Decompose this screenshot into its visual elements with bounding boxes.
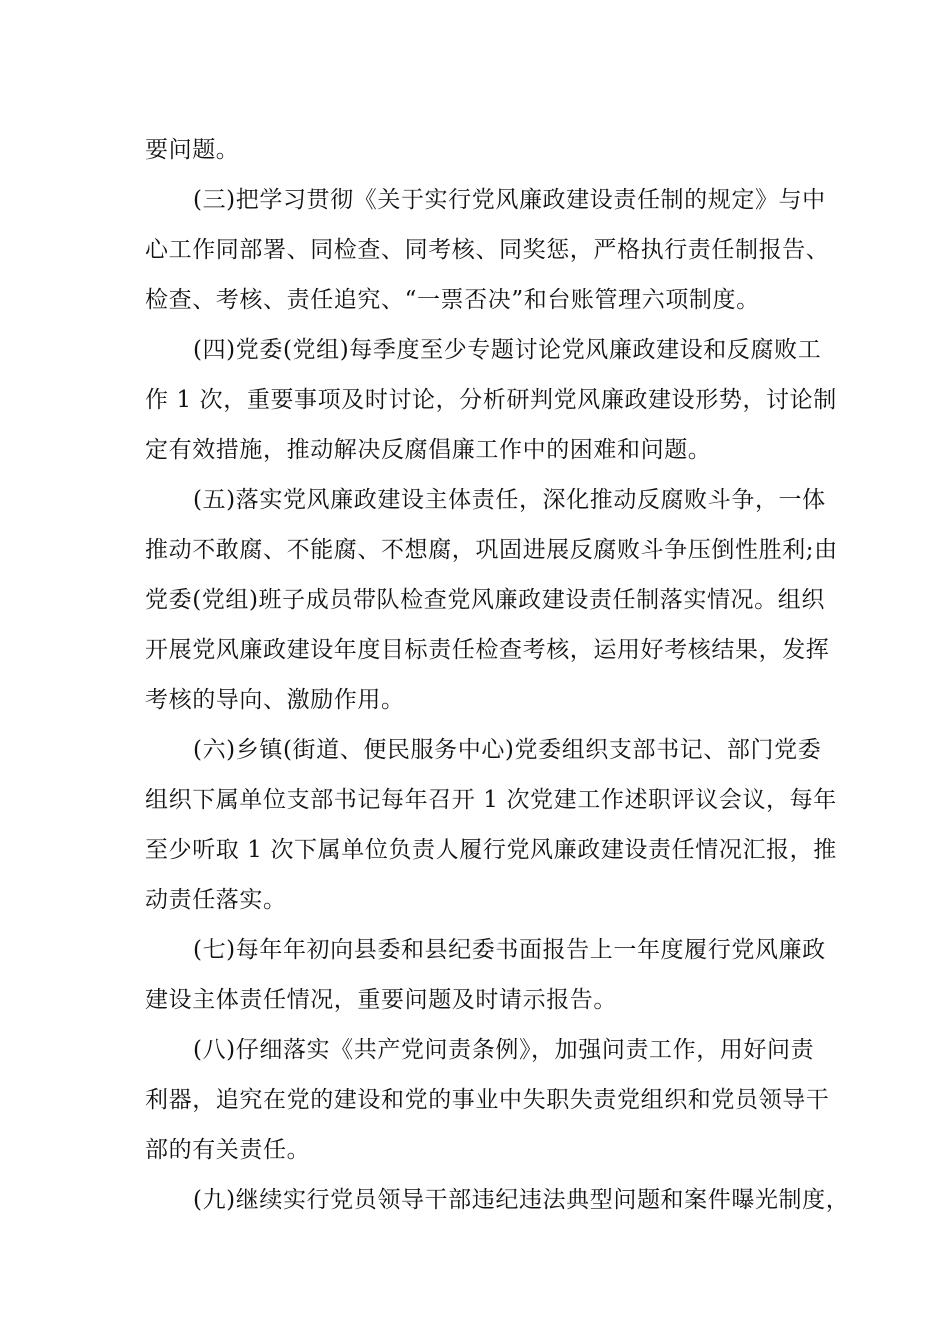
text-line: 动责任落实。	[145, 887, 287, 913]
text-line: 建设主体责任情况，重要问题及时请示报告。	[145, 987, 617, 1013]
text-line: 定有效措施，推动解决反腐倡廉工作中的困难和问题。	[145, 437, 712, 463]
text-line: 推动不敢腐、不能腐、不想腐，巩固进展反腐败斗争压倒性胜利;由	[145, 537, 838, 563]
text-line: (三)把学习贯彻《关于实行党风廉政建设责任制的规定》与中	[193, 187, 826, 213]
text-line: (四)党委(党组)每季度至少专题讨论党风廉政建设和反腐败工	[193, 337, 822, 363]
text-line: (七)每年年初向县委和县纪委书面报告上一年度履行党风廉政	[193, 937, 826, 963]
text-line: 作 1 次，重要事项及时讨论，分析研判党风廉政建设形势，讨论制	[145, 387, 837, 413]
text-line: 利器，追究在党的建设和党的事业中失职失责党组织和党员领导干	[145, 1087, 830, 1113]
text-line: 要问题。	[145, 137, 240, 163]
text-line: 心工作同部署、同检查、同考核、同奖惩，严格执行责任制报告、	[145, 237, 830, 263]
text-line: (五)落实党风廉政建设主体责任，深化推动反腐败斗争，一体	[193, 487, 826, 513]
text-line: 考核的导向、激励作用。	[145, 687, 405, 713]
text-line: 至少听取 1 次下属单位负责人履行党风廉政建设责任情况汇报，推	[145, 837, 837, 863]
text-line: 检查、考核、责任追究、“一票否决”和台账管理六项制度。	[145, 287, 760, 313]
text-line: 组织下属单位支部书记每年召开 1 次党建工作述职评议会议，每年	[145, 787, 837, 813]
text-line: 党委(党组)班子成员带队检查党风廉政建设责任制落实情况。组织	[145, 587, 825, 613]
text-line: (八)仔细落实《共产党问责条例》，加强问责工作，用好问责	[193, 1037, 815, 1063]
text-line: (九)继续实行党员领导干部违纪违法典型问题和案件曝光制度，	[193, 1187, 850, 1213]
text-line: 开展党风廉政建设年度目标责任检查考核，运用好考核结果，发挥	[145, 637, 830, 663]
text-line: (六)乡镇(街道、便民服务中心)党委组织支部书记、部门党委	[193, 737, 822, 763]
text-line: 部的有关责任。	[145, 1137, 311, 1163]
